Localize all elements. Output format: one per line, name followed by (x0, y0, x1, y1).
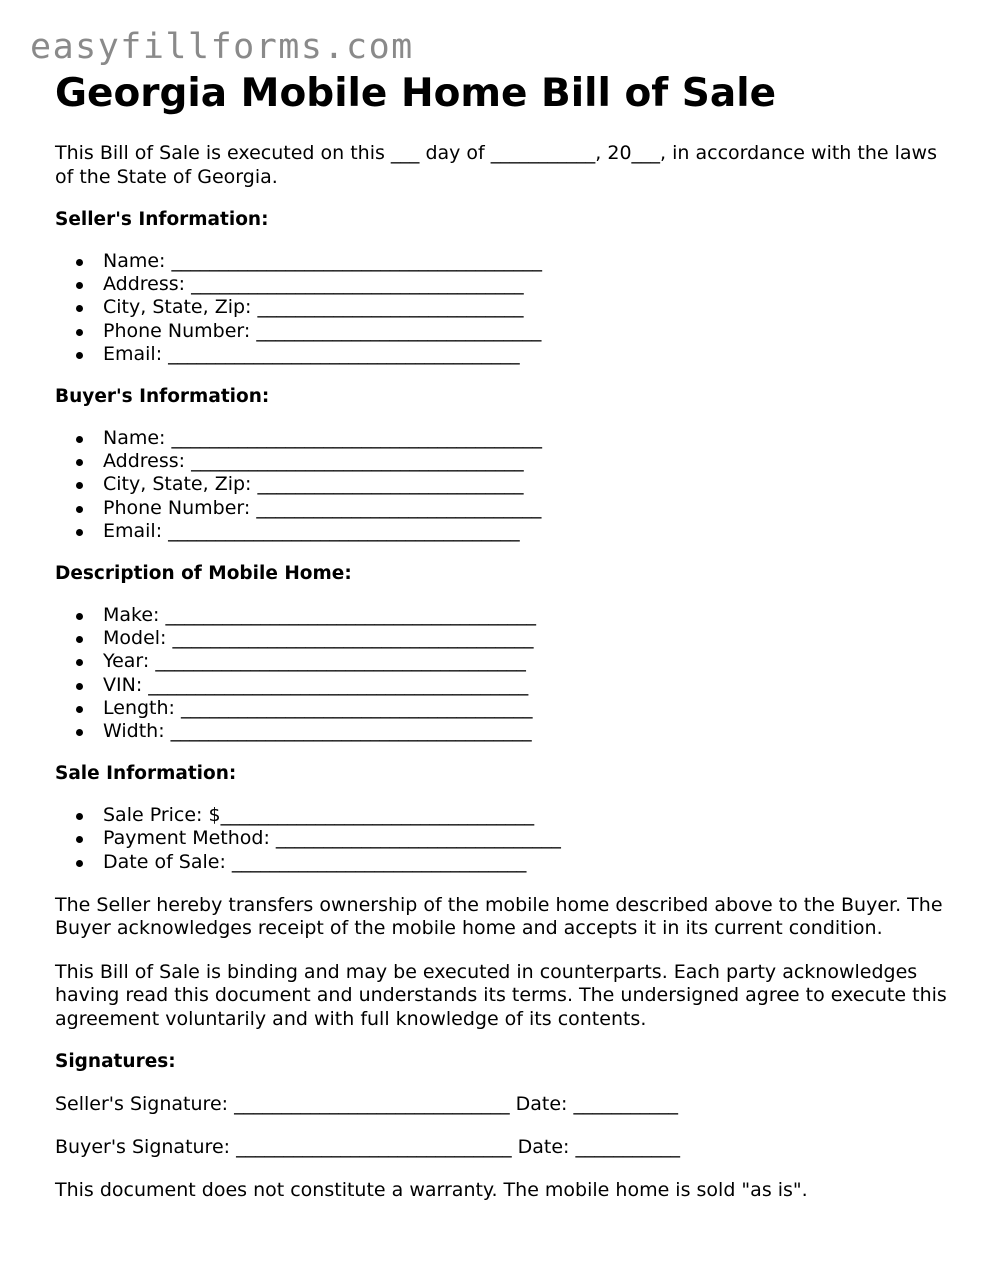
buyer-phone-field[interactable]: Phone Number: ______________________________ (103, 497, 955, 520)
payment-method-field[interactable]: Payment Method: ______________________________ (103, 827, 955, 850)
seller-city-state-zip-field[interactable]: City, State, Zip: ____________________________ (103, 296, 955, 319)
buyer-address-field[interactable]: Address: ___________________________________ (103, 450, 955, 473)
seller-address-field[interactable]: Address: ___________________________________ (103, 273, 955, 296)
document (55, 70, 955, 1203)
signatures-heading: Signatures: (55, 1051, 176, 1073)
home-make-field[interactable]: Make: _______________________________________ (103, 604, 955, 627)
intro-paragraph: This Bill of Sale is executed on this ___ day of ___________, 20___, in accordance with the laws of the State of Georgia. (55, 142, 937, 188)
seller-signature-line[interactable]: Seller's Signature: _____________________________ Date: ___________ (55, 1093, 678, 1116)
disclaimer: This document does not constitute a warranty. The mobile home is sold "as is". (55, 1179, 808, 1202)
binding-paragraph: This Bill of Sale is binding and may be executed in counterparts. Each party acknowledges having read this document and understands its terms. The undersigned agree to execute this agreement voluntarily and with full knowledge of its contents. (55, 960, 947, 1030)
buyer-fields (55, 427, 955, 543)
transfer-paragraph: The Seller hereby transfers ownership of the mobile home described above to the Buyer. The Buyer acknowledges receipt of the mobile home and accepts it in its current condition. (55, 893, 943, 940)
home-model-field[interactable]: Model: ______________________________________ (103, 627, 955, 650)
buyer-signature-line[interactable]: Buyer's Signature: _____________________________ Date: ___________ (55, 1136, 680, 1159)
sale-heading: Sale Information: (55, 763, 237, 785)
seller-email-field[interactable]: Email: _____________________________________ (103, 343, 955, 366)
seller-phone-field[interactable]: Phone Number: ______________________________ (103, 320, 955, 343)
home-width-field[interactable]: Width: ______________________________________ (103, 720, 955, 743)
home-vin-field[interactable]: VIN: ________________________________________ (103, 674, 955, 697)
buyer-email-field[interactable]: Email: _____________________________________ (103, 520, 955, 543)
seller-heading: Seller's Information: (55, 209, 269, 230)
watermark: easyfillforms.com (30, 27, 414, 67)
home-length-field[interactable]: Length: _____________________________________ (103, 697, 955, 720)
page-title: Georgia Mobile Home Bill of Sale (55, 71, 777, 116)
seller-fields (55, 250, 955, 366)
sale-fields (55, 804, 955, 874)
seller-name-field[interactable]: Name: _______________________________________ (103, 250, 955, 273)
buyer-city-state-zip-field[interactable]: City, State, Zip: ____________________________ (103, 473, 955, 496)
buyer-name-field[interactable]: Name: _______________________________________ (103, 427, 955, 450)
date-of-sale-field[interactable]: Date of Sale: _______________________________ (103, 851, 955, 874)
home-year-field[interactable]: Year: _______________________________________ (103, 650, 955, 673)
sale-price-field[interactable]: Sale Price: $_________________________________ (103, 804, 955, 827)
home-heading: Description of Mobile Home: (55, 563, 352, 585)
buyer-heading: Buyer's Information: (55, 386, 270, 408)
home-fields (55, 604, 955, 743)
